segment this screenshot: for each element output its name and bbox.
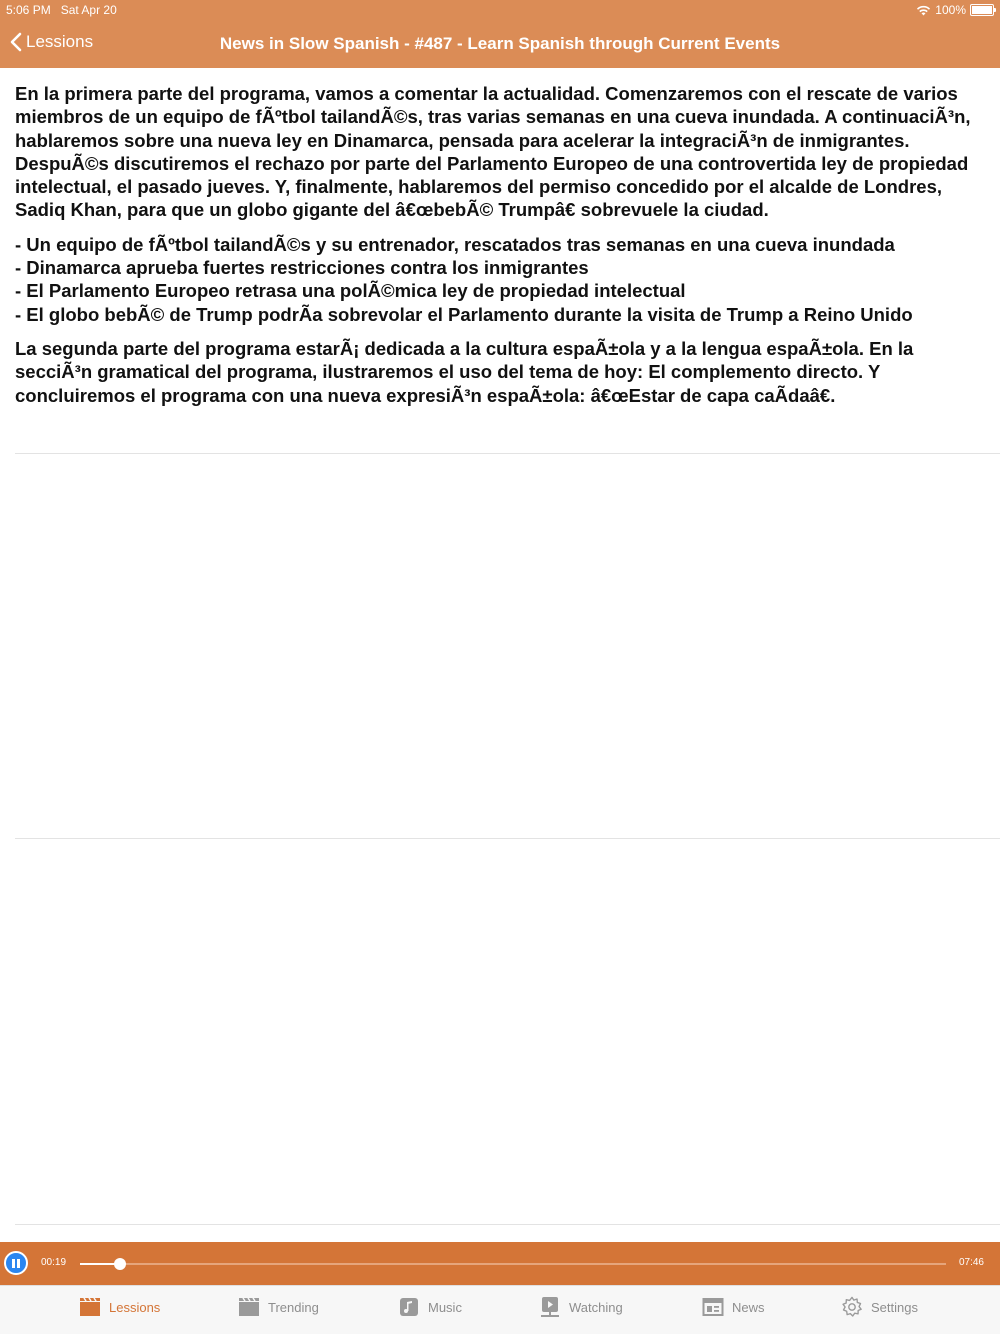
pause-button[interactable] (4, 1251, 28, 1275)
status-indicators (916, 3, 994, 17)
page-title: News in Slow Spanish - #487 - Learn Spanish through Current Events (219, 34, 781, 53)
progress-slider[interactable] (80, 1263, 946, 1265)
status-datetime (6, 3, 117, 17)
tab-label: News (732, 1299, 765, 1315)
navigation-bar (0, 20, 1000, 68)
second-paragraph: La segunda parte del programa estarÃ¡ dedicada a la cultura espaÃ±ola y a la lengua espaÃ±ola. En la secciÃ³n gramatical del programa, ilustraremos el uso del tema de hoy: El complemento directo. Y concluiremos el programa con una nueva expresiÃ³n espaÃ±ola: â€œEstar de capa caÃdaâ€. (15, 337, 914, 406)
newspaper-icon (702, 1296, 724, 1318)
tab-bar (0, 1285, 1000, 1334)
current-time: 00:19 (41, 1257, 67, 1268)
progress-thumb[interactable] (114, 1258, 126, 1270)
tab-lessions[interactable] (79, 1296, 160, 1318)
tab-label: Watching (569, 1299, 623, 1315)
battery-percent: 100% (935, 3, 966, 17)
tab-label: Trending (268, 1299, 319, 1315)
tab-music[interactable] (398, 1296, 462, 1318)
status-time: 5:06 PM (6, 3, 51, 17)
audio-player (0, 1242, 1000, 1285)
wifi-icon (916, 5, 931, 16)
lesson-description (15, 82, 990, 418)
back-label: Lessions (26, 32, 94, 51)
battery-icon (970, 4, 994, 16)
clapperboard-icon (238, 1296, 260, 1318)
tab-label: Settings (871, 1299, 918, 1315)
tab-watching[interactable] (539, 1296, 623, 1318)
topic-item: - Dinamarca aprueba fuertes restricciones contra los inmigrantes (15, 257, 589, 279)
tab-news[interactable] (702, 1296, 765, 1318)
tab-trending[interactable] (238, 1296, 319, 1318)
tab-label: Lessions (109, 1299, 161, 1315)
status-date: Sat Apr 20 (60, 3, 117, 17)
total-time: 07:46 (958, 1257, 984, 1268)
divider (15, 453, 1000, 454)
topic-item: - Un equipo de fÃºtbol tailandÃ©s y su entrenador, rescatados tras semanas en una cueva inundada (15, 233, 895, 255)
clapperboard-icon (79, 1296, 101, 1318)
status-bar (0, 0, 1000, 20)
topic-item: - El Parlamento Europeo retrasa una polÃ©mica ley de propiedad intelectual (15, 280, 686, 302)
video-play-icon (539, 1296, 561, 1318)
tab-settings[interactable] (841, 1296, 918, 1318)
divider (15, 1224, 1000, 1225)
tab-label: Music (428, 1299, 462, 1315)
divider (15, 838, 1000, 839)
intro-paragraph: En la primera parte del programa, vamos a comentar la actualidad. Comenzaremos con el rescate de varios miembros de un equipo de fÃºtbol tailandÃ©s, tras varias semanas en una cueva inundada. A continuaciÃ³n, hablaremos sobre una nueva ley en Dinamarca, pensada para acelerar la integraciÃ³n de inmigrantes. DespuÃ©s discutiremos el rechazo por parte del Parlamento Europeo de una controvertida ley de propiedad intelectual, el pasado jueves. Y, finalmente, hablaremos del permiso concedido por el alcalde de Londres, Sadiq Khan, para que un globo gigante del â€œbebÃ© Trumpâ€ sobrevuele la ciudad. (15, 83, 971, 221)
gear-icon (841, 1296, 863, 1318)
topic-item: - El globo bebÃ© de Trump podrÃa sobrevolar el Parlamento durante la visita de Trump a Reino Unido (15, 303, 913, 325)
topics-list (15, 233, 990, 326)
music-note-icon (398, 1296, 420, 1318)
